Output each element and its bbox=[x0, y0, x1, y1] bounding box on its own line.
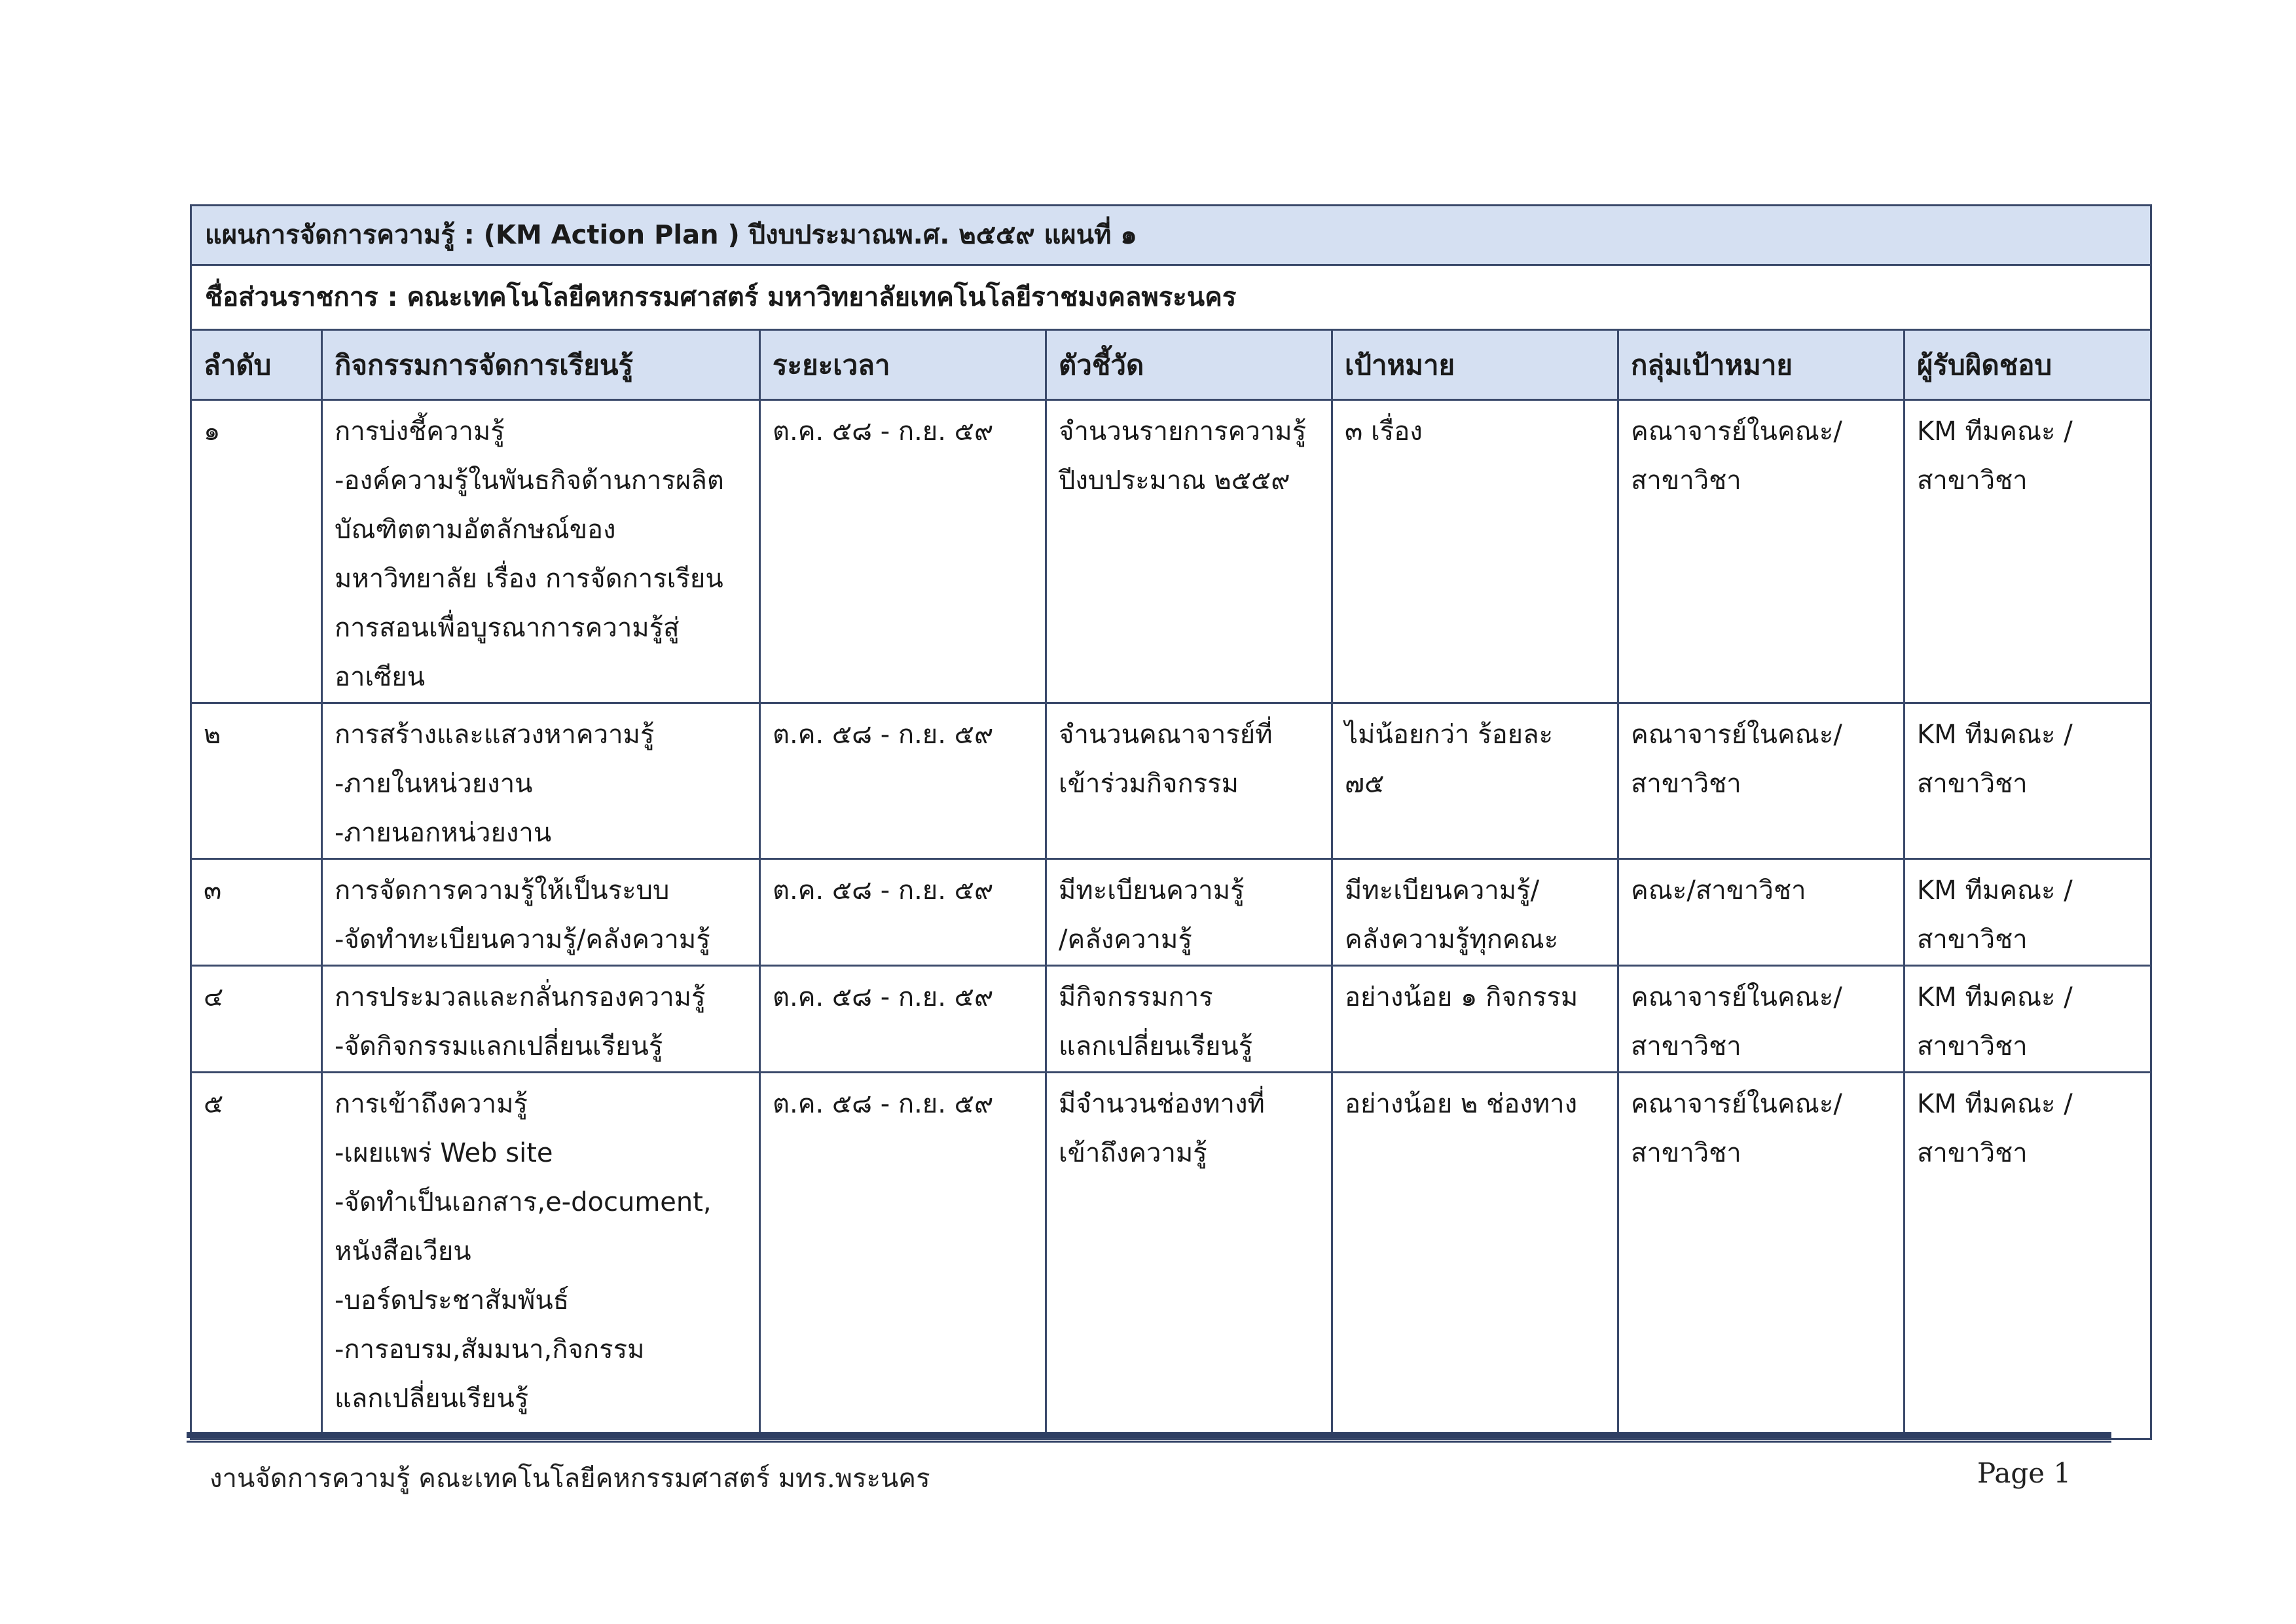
footer-rule-thin bbox=[187, 1441, 2111, 1443]
cell-line: สาขาวิชา bbox=[1917, 925, 2028, 955]
plan-title: แผนการจัดการความรู้ : (KM Action Plan ) ปีงบประมาณพ.ศ. ๒๕๕๙ แผนที่ ๑ bbox=[191, 206, 2151, 265]
cell-line: KM ทีมคณะ / bbox=[1917, 720, 2073, 750]
cell-line: ต.ค. ๕๘ - ก.ย. ๕๙ bbox=[773, 982, 994, 1012]
cell-line: เข้าร่วมกิจกรรม bbox=[1059, 769, 1239, 799]
cell-activity bbox=[322, 966, 760, 1073]
cell-line: คณาจารย์ในคณะ/ bbox=[1631, 720, 1842, 750]
table-row bbox=[191, 966, 2151, 1073]
cell-line: KM ทีมคณะ / bbox=[1917, 982, 2073, 1012]
table-row bbox=[191, 859, 2151, 966]
cell-line: การเข้าถึงความรู้ bbox=[335, 1089, 528, 1119]
cell-line: การสอนเพื่อบูรณาการความรู้สู่ bbox=[335, 613, 680, 643]
cell-line: ต.ค. ๕๘ - ก.ย. ๕๙ bbox=[773, 1089, 994, 1119]
cell-responsible bbox=[1904, 400, 2151, 703]
cell-line: /คลังความรู้ bbox=[1059, 925, 1192, 955]
plan-body bbox=[191, 400, 2151, 1439]
cell-line: -จัดทำทะเบียนความรู้/คลังความรู้ bbox=[335, 925, 710, 955]
cell-line: การบ่งชี้ความรู้ bbox=[335, 416, 505, 447]
cell-line: มีจำนวนช่องทางที่ bbox=[1059, 1089, 1265, 1119]
cell-line: คณาจารย์ในคณะ/ bbox=[1631, 1089, 1842, 1119]
cell-line: คณาจารย์ในคณะ/ bbox=[1631, 416, 1842, 447]
cell-line: สาขาวิชา bbox=[1631, 1031, 1741, 1061]
cell-line: -จัดทำเป็นเอกสาร,e-document, bbox=[335, 1187, 712, 1217]
cell-responsible bbox=[1904, 966, 2151, 1073]
cell-line: การจัดการความรู้ให้เป็นระบบ bbox=[335, 876, 670, 906]
cell-period bbox=[760, 1073, 1046, 1439]
cell-line: ต.ค. ๕๘ - ก.ย. ๕๙ bbox=[773, 416, 994, 447]
cell-line: -จัดกิจกรรมแลกเปลี่ยนเรียนรู้ bbox=[335, 1031, 663, 1061]
cell-target bbox=[1332, 966, 1618, 1073]
cell-period bbox=[760, 966, 1046, 1073]
cell-line: คณาจารย์ในคณะ/ bbox=[1631, 982, 1842, 1012]
cell-line: KM ทีมคณะ / bbox=[1917, 1089, 2073, 1119]
cell-activity bbox=[322, 400, 760, 703]
cell-line: สาขาวิชา bbox=[1917, 466, 2028, 496]
cell-indicator bbox=[1046, 703, 1332, 859]
cell-indicator bbox=[1046, 966, 1332, 1073]
cell-line: หนังสือเวียน bbox=[335, 1236, 471, 1266]
cell-line: จำนวนรายการความรู้ bbox=[1059, 416, 1307, 447]
table-row bbox=[191, 1073, 2151, 1439]
cell-target-group bbox=[1618, 703, 1904, 859]
cell-responsible bbox=[1904, 859, 2151, 966]
table-row bbox=[191, 400, 2151, 703]
column-header: เป้าหมาย bbox=[1332, 330, 1618, 400]
cell-target-group bbox=[1618, 1073, 1904, 1439]
cell-target bbox=[1332, 703, 1618, 859]
cell-line: -ภายนอกหน่วยงาน bbox=[335, 818, 552, 848]
cell-line: KM ทีมคณะ / bbox=[1917, 876, 2073, 906]
cell-line: -การอบรม,สัมมนา,กิจกรรม bbox=[335, 1335, 645, 1365]
cell-indicator bbox=[1046, 859, 1332, 966]
column-header: ผู้รับผิดชอบ bbox=[1904, 330, 2151, 400]
cell-activity bbox=[322, 703, 760, 859]
cell-line: อย่างน้อย ๑ กิจกรรม bbox=[1345, 982, 1578, 1012]
column-header: ตัวชี้วัด bbox=[1046, 330, 1332, 400]
cell-line: มีทะเบียนความรู้ bbox=[1059, 876, 1245, 906]
cell-activity bbox=[322, 1073, 760, 1439]
cell-indicator bbox=[1046, 1073, 1332, 1439]
cell-activity bbox=[322, 859, 760, 966]
row-number: ๕ bbox=[191, 1073, 322, 1439]
row-number: ๔ bbox=[191, 966, 322, 1073]
cell-line: สาขาวิชา bbox=[1631, 769, 1741, 799]
cell-line: คณะ/สาขาวิชา bbox=[1631, 876, 1806, 906]
cell-line: สาขาวิชา bbox=[1917, 1138, 2028, 1168]
table-row bbox=[191, 703, 2151, 859]
page-number: Page 1 bbox=[1977, 1457, 2071, 1489]
cell-period bbox=[760, 400, 1046, 703]
cell-line: -ภายในหน่วยงาน bbox=[335, 769, 533, 799]
column-header: กิจกรรมการจัดการเรียนรู้ bbox=[322, 330, 760, 400]
cell-line: ต.ค. ๕๘ - ก.ย. ๕๙ bbox=[773, 720, 994, 750]
footer-text: งานจัดการความรู้ คณะเทคโนโลยีคหกรรมศาสตร์ มทร.พระนคร bbox=[210, 1464, 930, 1494]
cell-target-group bbox=[1618, 859, 1904, 966]
cell-line: ๓ เรื่อง bbox=[1345, 416, 1423, 447]
organization-name: ชื่อส่วนราชการ : คณะเทคโนโลยีคหกรรมศาสตร์ มหาวิทยาลัยเทคโนโลยีราชมงคลพระนคร bbox=[191, 265, 2151, 330]
cell-line: ๗๕ bbox=[1345, 769, 1385, 799]
cell-line: ปีงบประมาณ ๒๕๕๙ bbox=[1059, 466, 1290, 496]
cell-line: มีกิจกรรมการ bbox=[1059, 982, 1213, 1012]
cell-line: ไม่น้อยกว่า ร้อยละ bbox=[1345, 720, 1554, 750]
cell-line: สาขาวิชา bbox=[1631, 1138, 1741, 1168]
cell-line: มหาวิทยาลัย เรื่อง การจัดการเรียน bbox=[335, 564, 723, 594]
cell-line: อาเซียน bbox=[335, 662, 426, 692]
cell-line: การประมวลและกลั่นกรองความรู้ bbox=[335, 982, 706, 1012]
cell-period bbox=[760, 859, 1046, 966]
cell-line: -องค์ความรู้ในพันธกิจด้านการผลิต bbox=[335, 466, 724, 496]
cell-line: จำนวนคณาจารย์ที่ bbox=[1059, 720, 1273, 750]
cell-line: แลกเปลี่ยนเรียนรู้ bbox=[335, 1384, 529, 1414]
column-header: ลำดับ bbox=[191, 330, 322, 400]
cell-responsible bbox=[1904, 703, 2151, 859]
cell-target bbox=[1332, 859, 1618, 966]
row-number: ๓ bbox=[191, 859, 322, 966]
cell-line: สาขาวิชา bbox=[1631, 466, 1741, 496]
cell-line: KM ทีมคณะ / bbox=[1917, 416, 2073, 447]
column-header: กลุ่มเป้าหมาย bbox=[1618, 330, 1904, 400]
cell-line: การสร้างและแสวงหาความรู้ bbox=[335, 720, 655, 750]
column-header: ระยะเวลา bbox=[760, 330, 1046, 400]
cell-line: บัณฑิตตามอัตลักษณ์ของ bbox=[335, 515, 616, 545]
cell-line: แลกเปลี่ยนเรียนรู้ bbox=[1059, 1031, 1253, 1061]
cell-responsible bbox=[1904, 1073, 2151, 1439]
footer-rule bbox=[187, 1432, 2111, 1438]
cell-line: อย่างน้อย ๒ ช่องทาง bbox=[1345, 1089, 1578, 1119]
cell-target bbox=[1332, 400, 1618, 703]
cell-indicator bbox=[1046, 400, 1332, 703]
cell-line: สาขาวิชา bbox=[1917, 769, 2028, 799]
cell-line: คลังความรู้ทุกคณะ bbox=[1345, 925, 1559, 955]
cell-line: -เผยแพร่ Web site bbox=[335, 1138, 553, 1168]
row-number: ๑ bbox=[191, 400, 322, 703]
cell-line: ต.ค. ๕๘ - ก.ย. ๕๙ bbox=[773, 876, 994, 906]
cell-target bbox=[1332, 1073, 1618, 1439]
cell-target-group bbox=[1618, 400, 1904, 703]
cell-target-group bbox=[1618, 966, 1904, 1073]
cell-line: มีทะเบียนความรู้/ bbox=[1345, 876, 1540, 906]
column-header-row bbox=[191, 330, 2151, 400]
cell-line: เข้าถึงความรู้ bbox=[1059, 1138, 1207, 1168]
cell-line: สาขาวิชา bbox=[1917, 1031, 2028, 1061]
km-action-plan-table bbox=[190, 204, 2152, 1440]
row-number: ๒ bbox=[191, 703, 322, 859]
cell-line: -บอร์ดประชาสัมพันธ์ bbox=[335, 1285, 570, 1316]
cell-period bbox=[760, 703, 1046, 859]
